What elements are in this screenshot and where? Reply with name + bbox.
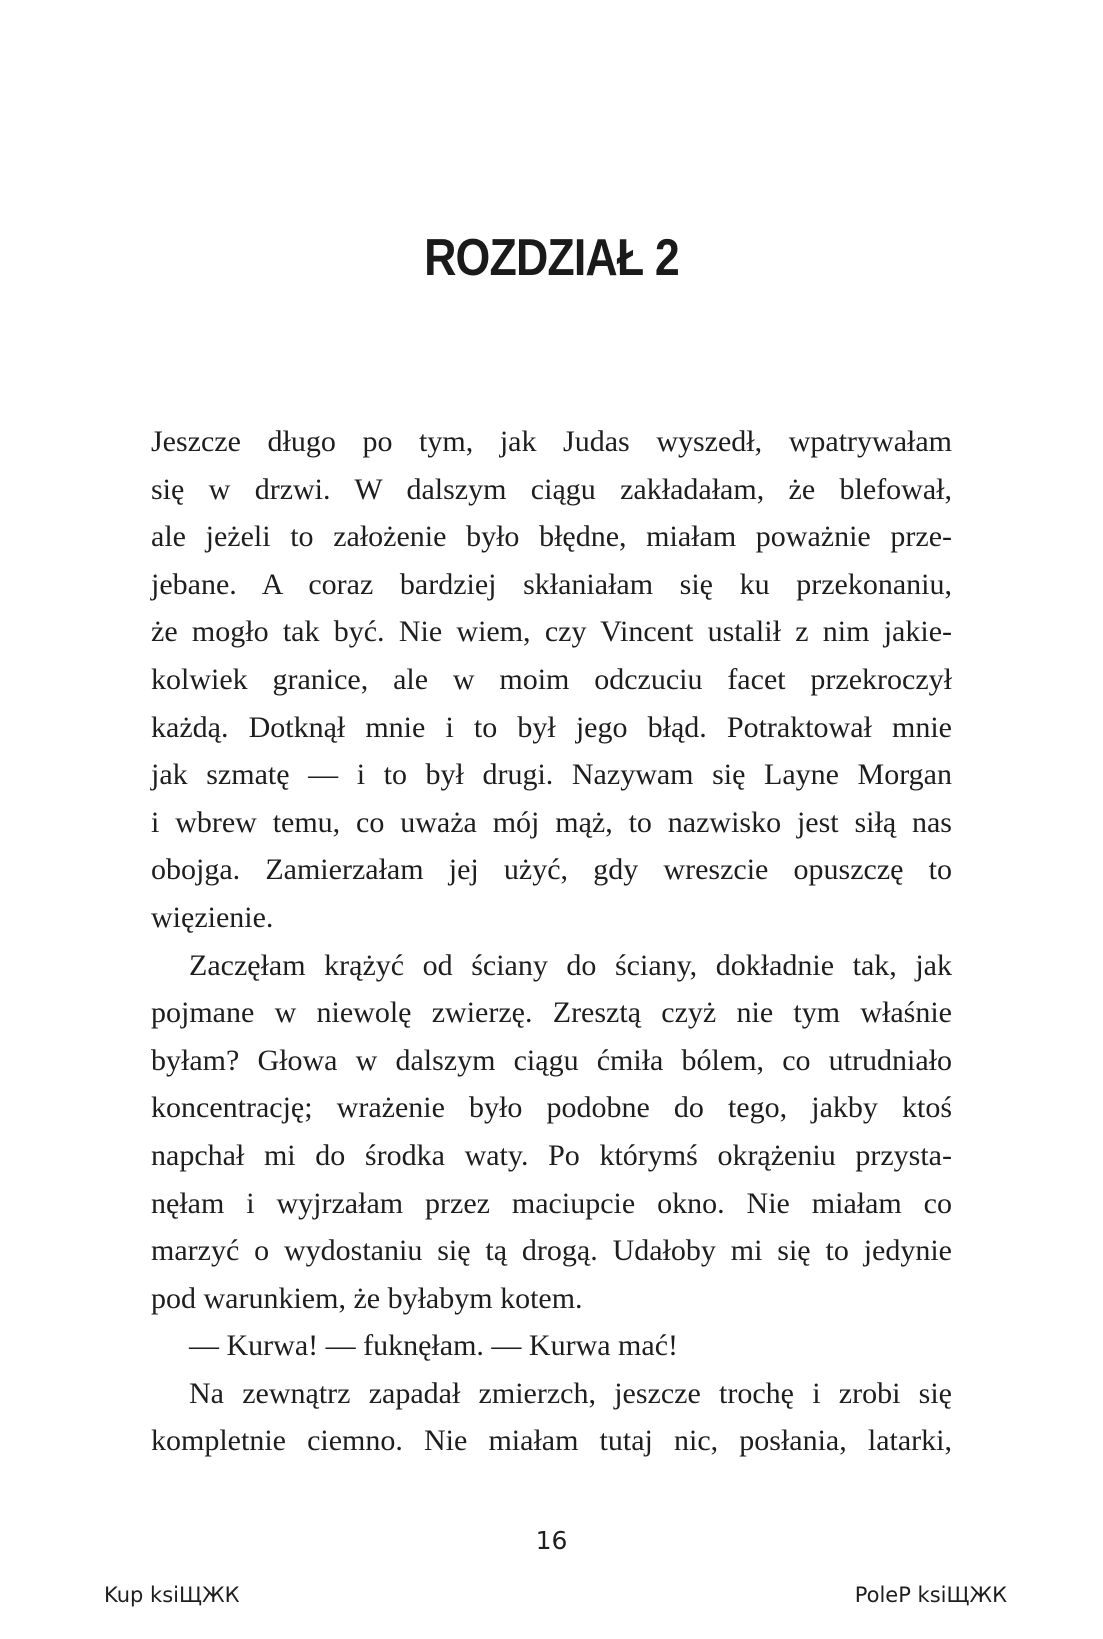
- text-line: kompletnie ciemno. Nie miałam tutaj nic, posłania, latarki,: [151, 1424, 952, 1458]
- text-line: Na zewnątrz zapadał zmierzch, jeszcze trochę i zrobi się: [189, 1376, 952, 1410]
- page-number: 16: [535, 1526, 568, 1555]
- text-line: ale jeżeli to założenie było błędne, miałam poważnie prze-: [151, 520, 952, 554]
- text-line: obojga. Zamierzałam jej użyć, gdy wreszcie opuszczę to: [151, 853, 952, 887]
- text-line: Zaczęłam krążyć od ściany do ściany, dokładnie tak, jak: [189, 948, 952, 982]
- text-line: każdą. Dotknął mnie i to był jego błąd. Potraktował mnie: [151, 710, 952, 744]
- text-line: nęłam i wyjrzałam przez maciupcie okno. Nie miałam co: [151, 1186, 952, 1220]
- text-line: — Kurwa! — fuknęłam. — Kurwa mać!: [189, 1329, 679, 1363]
- buy-book-link[interactable]: Kup ksiЩЖК: [104, 1583, 240, 1607]
- text-line: się w drzwi. W dalszym ciągu zakładałam, że blefował,: [151, 472, 952, 506]
- chapter-title: ROZDZIAŁ 2: [424, 229, 679, 287]
- text-line: kolwiek granice, ale w moim odczuciu facet przekroczył: [151, 662, 952, 696]
- text-line: jebane. A coraz bardziej skłaniałam się ku przekonaniu,: [151, 567, 952, 601]
- text-line: byłam? Głowa w dalszym ciągu ćmiła bólem, co utrudniało: [151, 1043, 952, 1077]
- text-line: pod warunkiem, że byłabym kotem.: [151, 1281, 583, 1315]
- chapter-body-text: [151, 418, 952, 1465]
- text-line: że mogło tak być. Nie wiem, czy Vincent ustalił z nim jakie-: [151, 615, 952, 649]
- text-line: napchał mi do środka waty. Po którymś okrążeniu przysta-: [151, 1138, 952, 1172]
- text-line: marzyć o wydostaniu się tą drogą. Udałoby mi się to jedynie: [151, 1234, 952, 1268]
- recommend-book-link[interactable]: PoleP ksiЩЖК: [854, 1583, 1007, 1607]
- text-line: więzienie.: [151, 900, 274, 934]
- text-line: jak szmatę — i to był drugi. Nazywam się Layne Morgan: [151, 758, 952, 792]
- text-line: koncentrację; wrażenie było podobne do tego, jakby ktoś: [151, 1091, 952, 1125]
- text-line: pojmane w niewolę zwierzę. Zresztą czyż nie tym właśnie: [151, 996, 952, 1030]
- text-line: i wbrew temu, co uważa mój mąż, to nazwisko jest siłą nas: [151, 805, 952, 839]
- text-line: Jeszcze długo po tym, jak Judas wyszedł, wpatrywałam: [151, 425, 952, 458]
